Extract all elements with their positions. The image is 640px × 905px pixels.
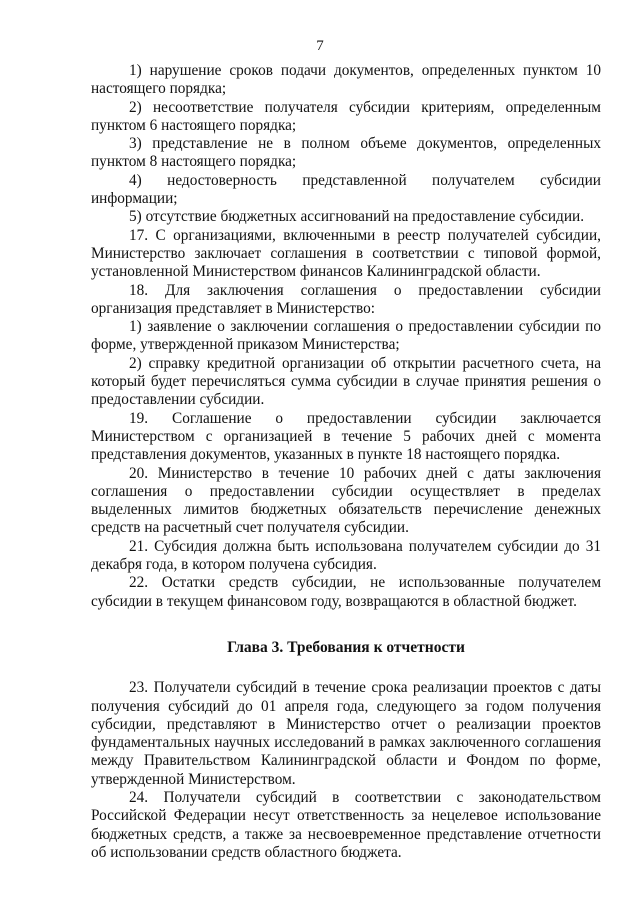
paragraph-item-5: 5) отсутствие бюджетных ассигнований на предоставление субсидии.: [129, 208, 585, 226]
page-number: 7: [316, 38, 324, 54]
paragraph-20: 20. Министерство в течение 10 рабочих дней с даты заключения соглашения о предоставлении субсидии осуществляет в пределах выделенных лимитов бюджетных обязательств перечисление денежных средств на расчетный счет получателя субсидии.: [91, 464, 601, 537]
paragraph-19: 19. Соглашение о предоставлении субсидии заключается Министерством с организацией в течение 5 рабочих дней с момента представления документов, указанных в пункте 18 настоящего порядка.: [91, 409, 601, 464]
chapter-heading: Глава 3. Требования к отчетности: [227, 638, 465, 656]
paragraph-21: 21. Субсидия должна быть использована получателем субсидии до 31 декабря года, в котором получена субсидия.: [91, 537, 601, 574]
paragraph-item-1: 1) нарушение сроков подачи документов, определенных пунктом 10 настоящего порядка;: [91, 62, 601, 98]
paragraph-18-item-2: 2) справку кредитной организации об открытии расчетного счета, на который будет перечисляться сумма субсидии в случае принятия решения о предоставлении субсидии.: [91, 354, 601, 409]
paragraph-18: 18. Для заключения соглашения о предоставлении субсидии организация представляет в Министерство:: [91, 281, 601, 317]
paragraph-24: 24. Получатели субсидий в соответствии с законодательством Российской Федерации несут ответственность за нецелевое использование бюджетных средств, а также за несвоевременное представление отчетности об использовании средств областного бюджета.: [91, 788, 601, 861]
document-body: [91, 62, 601, 862]
paragraph-item-3: 3) представление не в полном объеме документов, определенных пунктом 8 настоящего порядка;: [91, 135, 601, 171]
paragraph-item-2: 2) несоответствие получателя субсидии критериям, определенным пунктом 6 настоящего порядка;: [91, 98, 601, 134]
paragraph-17: 17. С организациями, включенными в реестр получателей субсидии, Министерство заключает соглашения в соответствии с типовой формой, установленной Министерством финансов Калининградской области.: [91, 226, 601, 281]
paragraph-18-item-1: 1) заявление о заключении соглашения о предоставлении субсидии по форме, утвержденной приказом Министерства;: [91, 318, 601, 354]
paragraph-22: 22. Остатки средств субсидии, не использованные получателем субсидии в текущем финансовом году, возвращаются в областной бюджет.: [91, 574, 601, 610]
paragraph-23: 23. Получатели субсидий в течение срока реализации проектов с даты получения субсидий до 01 апреля года, следующего за годом получения субсидии, представляют в Министерство отчет о реализации проектов фундаментальных научных исследований в рамках заключенного соглашения между Правительством Калининградской области и Фондом по форме, утвержденной Министерством.: [91, 679, 601, 788]
paragraph-item-4: 4) недостоверность представленной получателем субсидии информации;: [91, 171, 601, 208]
